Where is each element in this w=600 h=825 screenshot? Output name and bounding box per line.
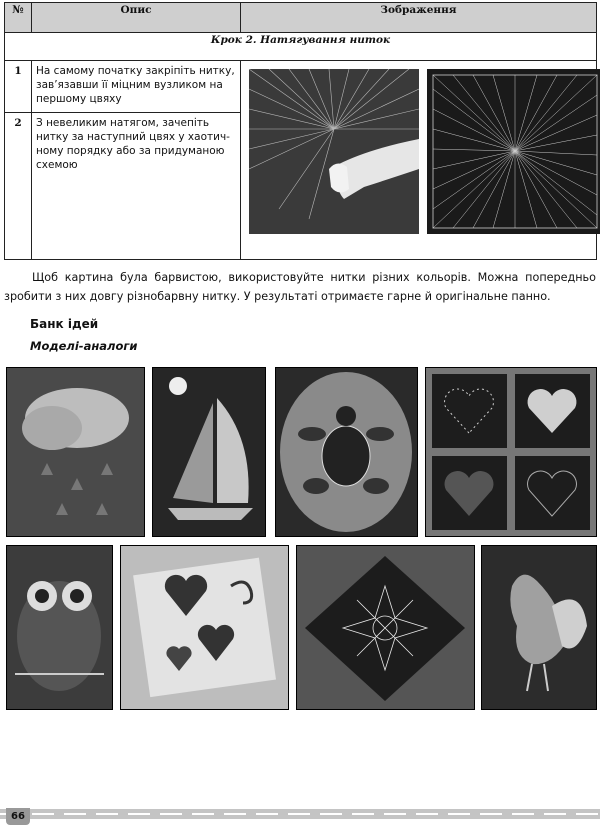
col-image-header: Зображення <box>241 3 597 33</box>
idea-image-owl <box>6 545 113 710</box>
idea-image-hearts-swirls <box>120 545 289 710</box>
idea-image-turtle <box>275 367 418 537</box>
starburst-illustration <box>427 69 600 234</box>
table-header-row <box>5 3 597 33</box>
row-description: З невеликим натягом, зачепіть нитку за наступний цвях у хаотичному порядку або за придуманою схемою <box>32 113 241 260</box>
idea-image-hearts-grid <box>425 367 597 537</box>
step-photo-finished-starburst <box>427 69 600 234</box>
col-number-header: № <box>5 3 32 33</box>
idea-image-sailboat <box>152 367 266 537</box>
step-images-cell <box>241 61 597 260</box>
row-number: 1 <box>5 61 32 113</box>
row-number: 2 <box>5 113 32 260</box>
page-number: 66 <box>6 808 30 825</box>
body-paragraph: Щоб картина була барвистою, використовуйте нитки різних кольорів. Можна попередньо зробити з них довгу різнобарвну нитку. У результаті отримаєте гарне й оригінальне панно. <box>4 271 596 303</box>
table-row <box>5 61 597 113</box>
idea-image-mandala <box>296 545 475 710</box>
idea-image-cloud-rain <box>6 367 145 537</box>
col-description-header: Опис <box>32 3 241 33</box>
step-photo-hand-threading <box>249 69 419 234</box>
step-title-row <box>5 33 597 61</box>
row-description: На самому початку закріпіть нитку, зав’язавши її міцним вузликом на першому цвяху <box>32 61 241 113</box>
hand-threading-illustration <box>249 69 419 234</box>
section-title-idea-bank: Банк ідей <box>30 317 99 331</box>
idea-image-rooster <box>481 545 597 710</box>
page-footer-decoration <box>0 800 600 825</box>
step-title: Крок 2. Натягування ниток <box>5 33 597 61</box>
steps-table <box>4 2 597 260</box>
subsection-title-analog-models: Моделі-аналоги <box>30 339 138 353</box>
